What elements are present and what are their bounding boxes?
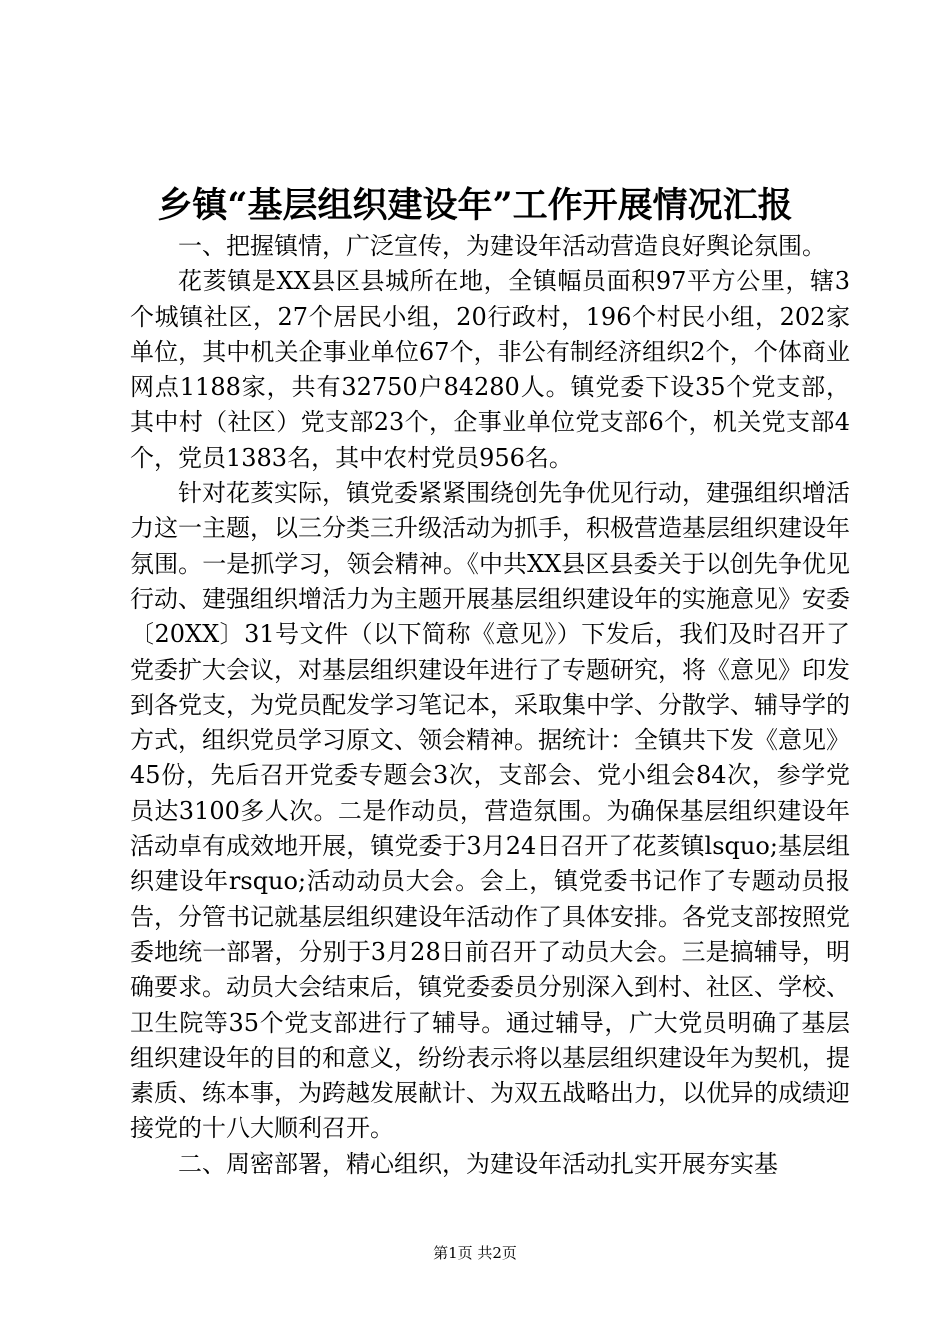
document-body: [130, 229, 850, 1182]
paragraph-town-overview: 花荄镇是XX县区县城所在地，全镇幅员面积97平方公里，辖3个城镇社区，27个居民小组，20行政村，196个村民小组，202家单位，其中机关企事业单位67个，非公有制经济组织2个，个体商业网点1188家，共有32750户84280人。镇党委下设35个党支部，其中村（社区）党支部23个，企事业单位党支部6个，机关党支部4个，党员1383名，其中农村党员956名。: [130, 267, 850, 472]
page-number-footer: 第1页 共2页: [433, 1244, 517, 1262]
paragraph-activities: 针对花荄实际，镇党委紧紧围绕创先争优见行动，建强组织增活力这一主题，以三分类三升级活动为抓手，积极营造基层组织建设年氛围。一是抓学习，领会精神。《中共XX县区县委关于以创先争优见行动、建强组织增活力为主题开展基层组织建设年的实施意见》安委〔20XX〕31号文件（以下简称《意见》）下发后，我们及时召开了党委扩大会议，对基层组织建设年进行了专题研究，将《意见》印发到各党支，为党员配发学习笔记本，采取集中学、分散学、辅导学的方式，组织党员学习原文、领会精神。据统计：全镇共下发《意见》45份，先后召开党委专题会3次，支部会、党小组会84次，参学党员达3100多人次。二是作动员，营造氛围。为确保基层组织建设年活动卓有成效地开展，镇党委于3月24日召开了花荄镇lsquo;基层组织建设年rsquo;活动动员大会。会上，镇党委书记作了专题动员报告，分管书记就基层组织建设年活动作了具体安排。各党支部按照党委地统一部署，分别于3月28日前召开了动员大会。三是搞辅导，明确要求。动员大会结束后，镇党委委员分别深入到村、社区、学校、卫生院等35个党支部进行了辅导。通过辅导，广大党员明确了基层组织建设年的目的和意义，纷纷表示将以基层组织建设年为契机，提素质、练本事，为跨越发展献计、为双五战略出力，以优异的成绩迎接党的十八大顺利召开。: [130, 479, 850, 1143]
paragraph-section-one-heading: 一、把握镇情，广泛宣传，为建设年活动营造良好舆论氛围。: [178, 232, 826, 260]
paragraph-section-two-heading: 二、周密部署，精心组织，为建设年活动扎实开展夯实基: [178, 1149, 778, 1178]
document-title: 乡镇“基层组织建设年”工作开展情况汇报: [157, 185, 793, 226]
